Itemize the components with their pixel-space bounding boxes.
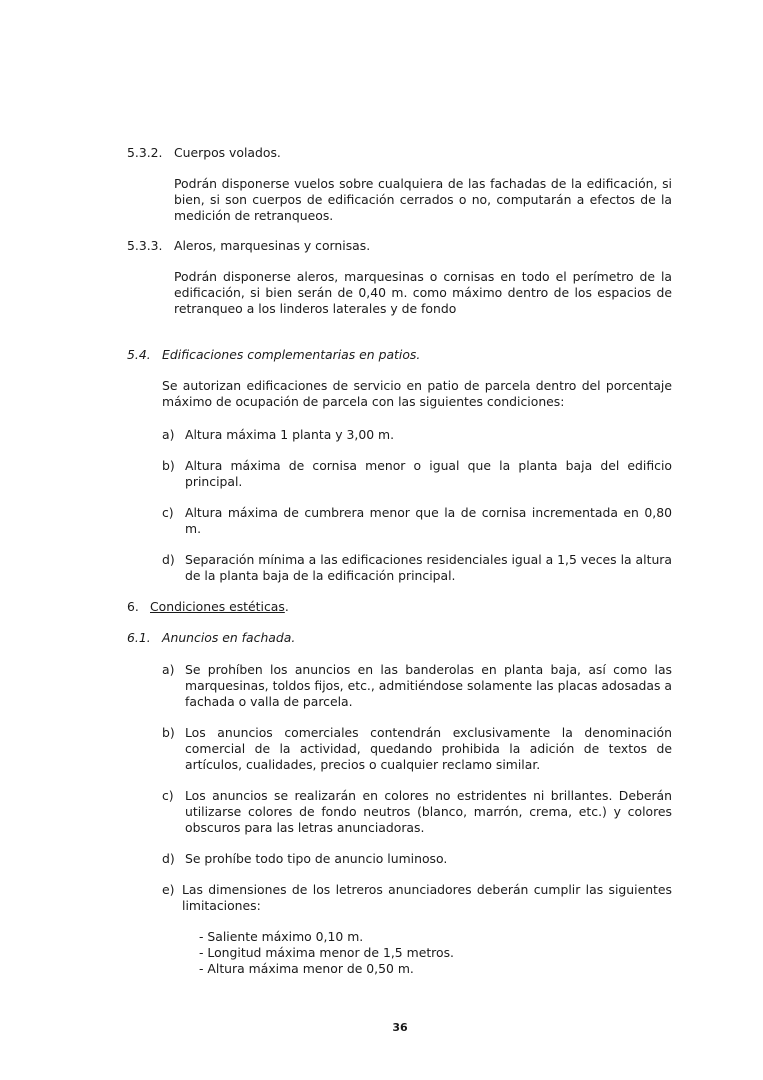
list-item-label: d) — [162, 851, 175, 866]
list-item-label: a) — [162, 662, 175, 677]
section-5-3-3-paragraph: Podrán disponerse aleros, marquesinas o cornisas en todo el perímetro de la edificación, si bien serán de 0,40 m. como máximo dentro de los espacios de retranqueo a los linderos laterales y de fondo — [174, 269, 672, 316]
list-item-text: Los anuncios comerciales contendrán exclusivamente la denominación comercial de la actividad, quedando prohibida la adición de textos de artículos, cualidades, precios o cualquier reclamo similar. — [185, 725, 672, 772]
section-6-number: 6. — [127, 599, 139, 614]
section-5-4-number: 5.4. — [127, 347, 151, 362]
list-item-text: Separación mínima a las edificaciones residenciales igual a 1,5 veces la altura de la planta baja de la edificación principal. — [185, 552, 672, 583]
list-item-label: a) — [162, 427, 175, 442]
limit-item: - Saliente máximo 0,10 m. — [199, 929, 364, 944]
section-6-title: Condiciones estéticas. — [150, 599, 289, 614]
list-item-text: Las dimensiones de los letreros anunciadores deberán cumplir las siguientes limitaciones: — [182, 882, 672, 913]
list-item-label: d) — [162, 552, 175, 567]
section-5-3-2-number: 5.3.2. — [127, 145, 163, 160]
list-item-text: Altura máxima de cornisa menor o igual que la planta baja del edificio principal. — [185, 458, 672, 489]
page-number: 36 — [392, 1021, 408, 1034]
list-item-text: Los anuncios se realizarán en colores no estridentes ni brillantes. Deberán utilizarse colores de fondo neutros (blanco, marrón, crema, etc.) y colores obscuros para las letras anunciadoras. — [185, 788, 672, 835]
list-item-label: e) — [162, 882, 175, 897]
list-item-label: c) — [162, 505, 174, 520]
limit-item: - Altura máxima menor de 0,50 m. — [199, 961, 414, 976]
section-6-title-text: Condiciones estéticas — [150, 599, 285, 614]
section-5-3-3-number: 5.3.3. — [127, 238, 163, 253]
list-item-label: b) — [162, 458, 175, 473]
section-5-3-2-title: Cuerpos volados. — [174, 145, 281, 160]
limit-item: - Longitud máxima menor de 1,5 metros. — [199, 945, 454, 960]
list-item-text: Altura máxima de cumbrera menor que la de cornisa incrementada en 0,80 m. — [185, 505, 672, 536]
section-6-1-title: Anuncios en fachada. — [162, 630, 296, 645]
section-6-1-number: 6.1. — [127, 630, 151, 645]
section-5-4-title: Edificaciones complementarias en patios. — [162, 347, 421, 362]
list-item-text: Se prohíben los anuncios en las banderolas en planta baja, así como las marquesinas, toldos fijos, etc., admitiéndose solamente las placas adosadas a fachada o valla de parcela. — [185, 662, 672, 709]
list-item-label: b) — [162, 725, 175, 740]
section-5-4-intro: Se autorizan edificaciones de servicio en patio de parcela dentro del porcentaje máximo de ocupación de parcela con las siguientes condiciones: — [162, 378, 672, 409]
section-5-3-2-paragraph: Podrán disponerse vuelos sobre cualquiera de las fachadas de la edificación, si bien, si son cuerpos de edificación cerrados o no, computarán a efectos de la medición de retranqueos. — [174, 176, 672, 223]
list-item-text: Altura máxima 1 planta y 3,00 m. — [185, 427, 395, 442]
list-item-text: Se prohíbe todo tipo de anuncio luminoso. — [185, 851, 448, 866]
list-item-label: c) — [162, 788, 174, 803]
section-5-3-3-title: Aleros, marquesinas y cornisas. — [174, 238, 371, 253]
